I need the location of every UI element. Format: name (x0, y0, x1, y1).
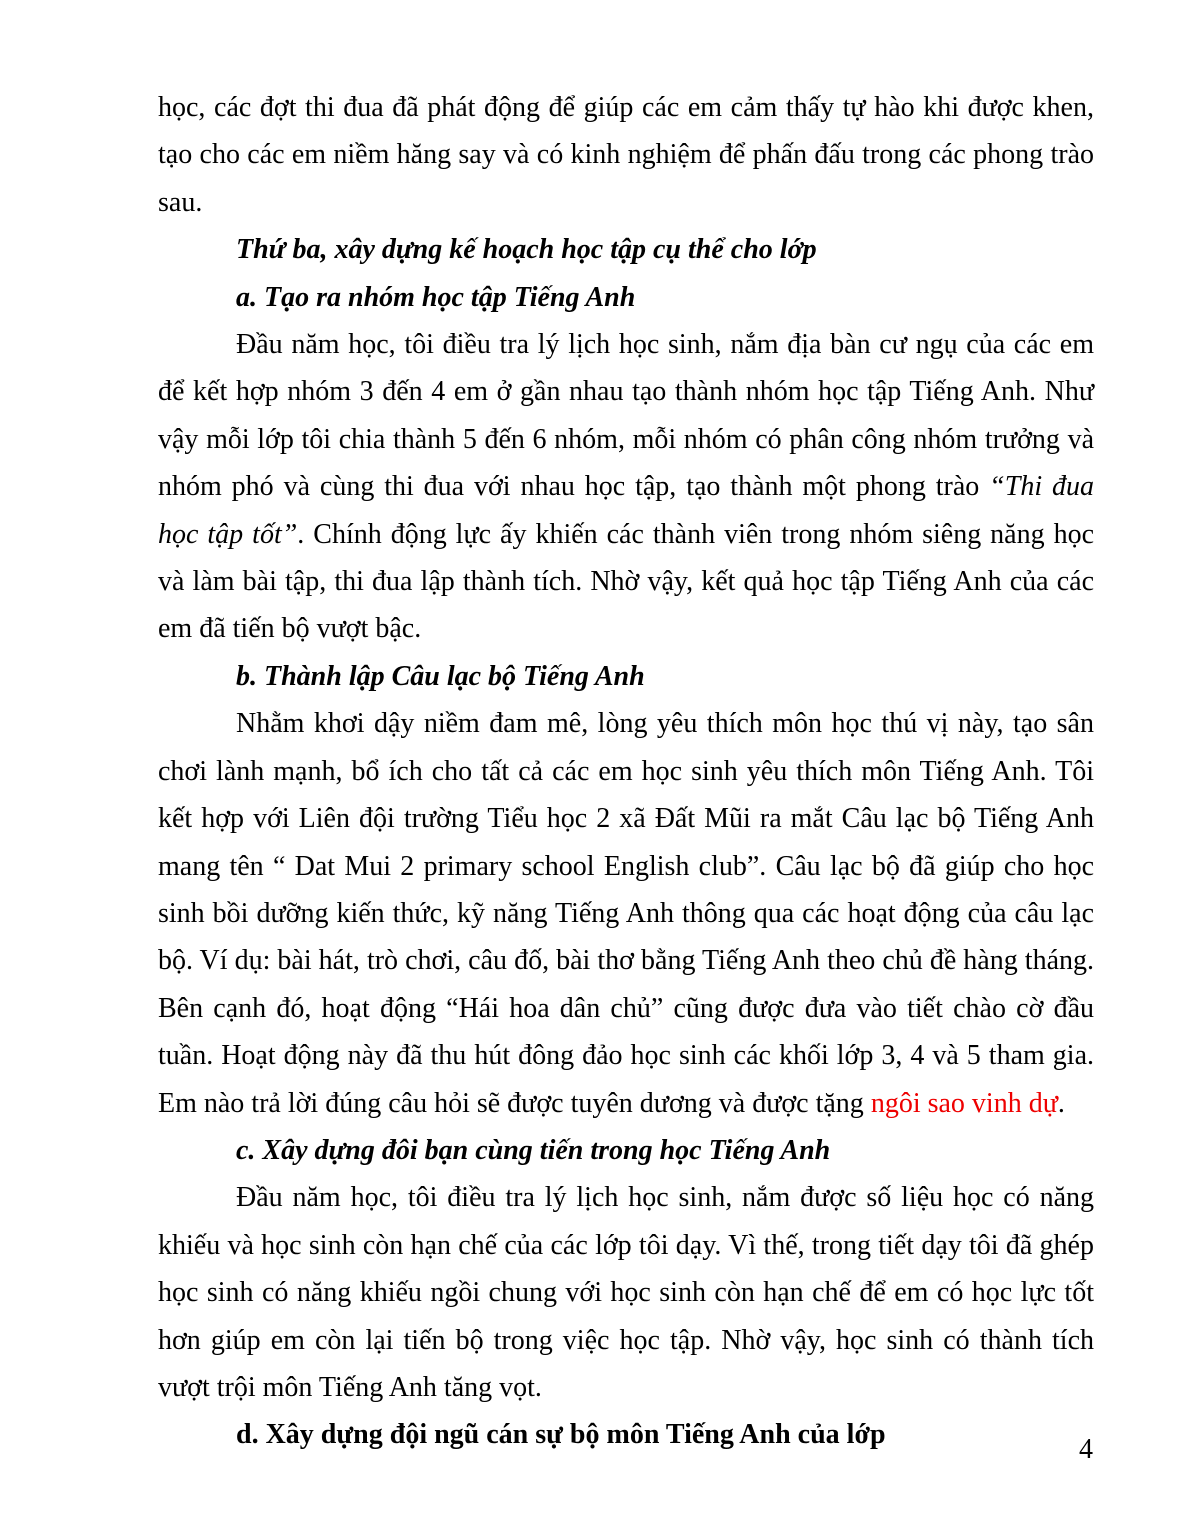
section-heading (158, 226, 1094, 273)
document-content (158, 84, 1094, 1459)
section-heading (158, 653, 1094, 700)
paragraph (158, 700, 1094, 1127)
text-run: . (1057, 1087, 1065, 1119)
section-heading (158, 1411, 1094, 1458)
text-run: . Chính động lực ấy khiến các thành viên trong nhóm siêng năng học và làm bài tập, thi đua lập thành tích. Nhờ vậy, kết quả học tập Tiếng Anh của các em đã tiến bộ vượt bậc. (158, 518, 1094, 645)
text-run: b. Thành lập Câu lạc bộ Tiếng Anh (236, 660, 645, 692)
paragraph (158, 84, 1094, 226)
text-run: Thứ ba, xây dựng kế hoạch học tập cụ thể cho lớp (236, 234, 817, 266)
text-run: học, các đợt thi đua đã phát động để giúp các em cảm thấy tự hào khi được khen, tạo cho các em niềm hăng say và có kinh nghiệm để phấn đấu trong các phong trào sau. (158, 92, 1094, 218)
page-number: 4 (1079, 1434, 1093, 1465)
text-run: “Thi đua học tập tốt” (158, 471, 1094, 550)
text-run: Nhằm khơi dậy niềm đam mê, lòng yêu thích môn học thú vị này, tạo sân chơi lành mạnh, bổ ích cho tất cả các em học sinh yêu thích môn Tiếng Anh. Tôi kết hợp với Liên đội trường Tiểu học 2 xã Đất Mũi ra mắt Câu lạc bộ Tiếng Anh mang tên “ Dat Mui 2 primary school English club”. Câu lạc bộ đã giúp cho học sinh bồi dưỡng kiến thức, kỹ năng Tiếng Anh thông qua các hoạt động của câu lạc bộ. Ví dụ: bài hát, trò chơi, câu đố, bài thơ bằng Tiếng Anh theo chủ đề hàng tháng. Bên cạnh đó, hoạt động “Hái hoa dân chủ” cũng được đưa vào tiết chào cờ đầu tuần. Hoạt động này đã thu hút đông đảo học sinh các khối lớp 3, 4 và 5 tham gia. Em nào trả lời đúng câu hỏi sẽ được tuyên dương và được tặng (158, 708, 1094, 1119)
text-run: ngôi sao vinh dự (870, 1087, 1058, 1119)
paragraph (158, 321, 1094, 653)
text-run: Đầu năm học, tôi điều tra lý lịch học sinh, nắm được số liệu học có năng khiếu và học sinh còn hạn chế của các lớp tôi dạy. Vì thế, trong tiết dạy tôi đã ghép học sinh có năng khiếu ngồi chung với học sinh còn hạn chế để em có học lực tốt hơn giúp em còn lại tiến bộ trong việc học tập. Nhờ vậy, học sinh có thành tích vượt trội môn Tiếng Anh tăng vọt. (158, 1182, 1094, 1403)
text-run: a. Tạo ra nhóm học tập Tiếng Anh (236, 281, 636, 313)
text-run: d. Xây dựng đội ngũ cán sự bộ môn Tiếng Anh của lớp (236, 1419, 886, 1451)
section-heading (158, 274, 1094, 321)
text-run: c. Xây dựng đôi bạn cùng tiến trong học Tiếng Anh (236, 1134, 831, 1166)
text-run: Đầu năm học, tôi điều tra lý lịch học sinh, nắm địa bàn cư ngụ của các em để kết hợp nhóm 3 đến 4 em ở gần nhau tạo thành nhóm học tập Tiếng Anh. Như vậy mỗi lớp tôi chia thành 5 đến 6 nhóm, mỗi nhóm có phân công nhóm trưởng và nhóm phó và cùng thi đua với nhau học tập, tạo thành một phong trào (158, 329, 1094, 503)
paragraph (158, 1174, 1094, 1411)
section-heading (158, 1127, 1094, 1174)
